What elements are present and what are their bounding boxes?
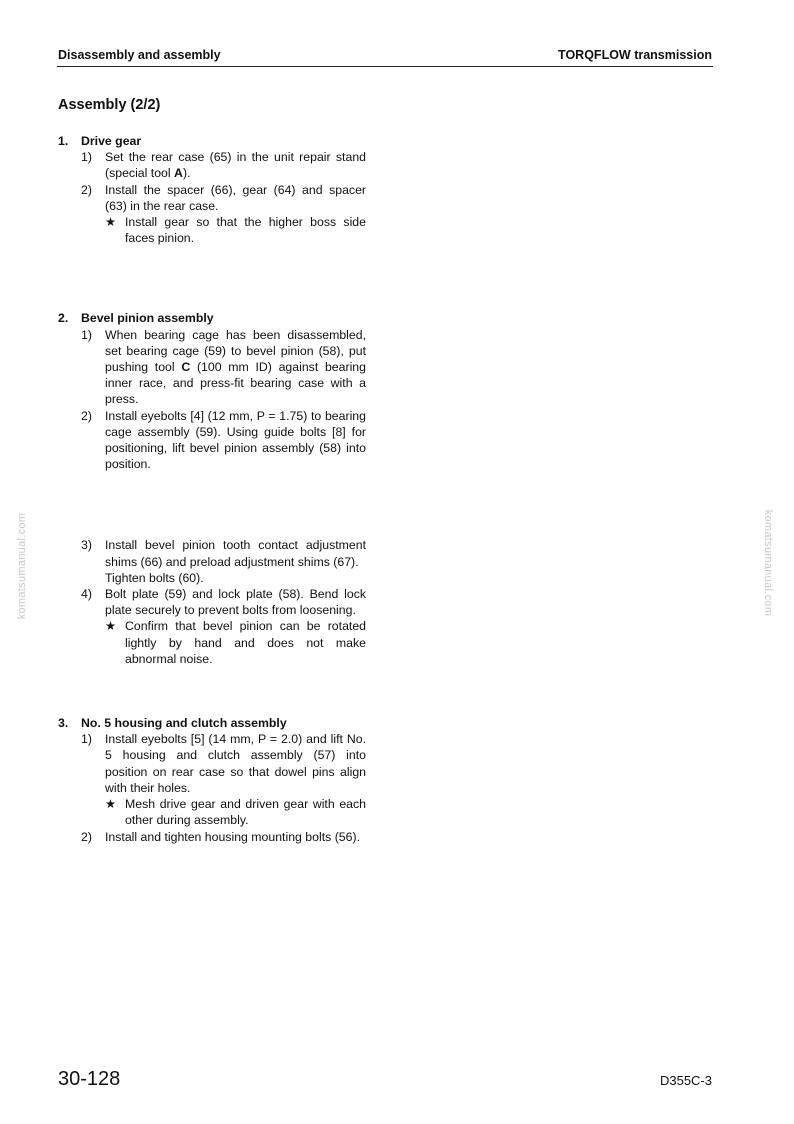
item-number: 1. xyxy=(58,134,69,148)
note xyxy=(58,214,366,246)
step-text: Install eyebolts [5] (14 mm, P = 2.0) and lift No. 5 housing and clutch assembly (57) into position on rear case so that dowel pins align with their holes. xyxy=(105,732,366,795)
step xyxy=(58,731,366,796)
note xyxy=(58,796,366,828)
step-number: 2) xyxy=(81,829,92,844)
item-title: Drive gear xyxy=(81,134,142,148)
procedure-item-drive-gear xyxy=(58,133,366,246)
step-text: Install bevel pinion tooth contact adjustment shims (66) and preload adjustment shims (67). xyxy=(105,538,366,569)
step-number: 2) xyxy=(81,182,92,197)
page-number: 30-128 xyxy=(58,1068,121,1090)
step xyxy=(58,149,366,181)
procedure-content xyxy=(58,133,366,845)
step-number: 4) xyxy=(81,587,92,602)
tool-reference: A xyxy=(174,166,183,181)
step-text: Bolt plate (59) and lock plate (58). Bend lock plate securely to prevent bolts from loosening. xyxy=(105,587,366,618)
step-text: ). xyxy=(182,166,191,181)
procedure-item-no5-housing xyxy=(58,715,366,845)
item-heading xyxy=(58,133,366,149)
note-text: Install gear so that the higher boss side faces pinion. xyxy=(125,215,366,246)
item-heading xyxy=(58,715,366,731)
step-number: 1) xyxy=(81,732,92,747)
item-title: Bevel pinion assembly xyxy=(81,311,214,326)
item-number: 3. xyxy=(58,716,69,731)
step-continuation: Tighten bolts (60). xyxy=(105,570,204,585)
watermark-right: komatsumanual.com xyxy=(762,509,774,617)
step-text: Set the rear case (65) in the unit repair stand (special tool xyxy=(105,150,366,181)
star-icon: ★ xyxy=(105,797,117,812)
watermark-left: komatsumanual.com xyxy=(16,512,28,620)
tool-reference: C xyxy=(181,360,191,375)
note-text: Confirm that bevel pinion can be rotated lightly by hand and does not make abnormal noise. xyxy=(125,619,366,666)
header-section-title: Disassembly and assembly xyxy=(58,48,221,62)
step xyxy=(58,829,366,845)
step xyxy=(58,327,366,408)
step-text: Install eyebolts [4] (12 mm, P = 1.75) to bearing cage assembly (59). Using guide bolts [8] for positioning, lift bevel pinion assembly (58) into position. xyxy=(105,408,366,472)
item-number: 2. xyxy=(58,311,69,326)
step-number: 1) xyxy=(81,150,92,165)
page-title: Assembly (2/2) xyxy=(58,97,161,113)
header-document-title: TORQFLOW transmission xyxy=(558,48,712,62)
item-title: No. 5 housing and clutch assembly xyxy=(81,716,287,731)
model-code: D355C-3 xyxy=(659,1073,712,1088)
step-text: (100 mm ID) against bearing inner race, and press-fit bearing case with a press. xyxy=(105,360,366,407)
step xyxy=(58,586,366,618)
step-number: 2) xyxy=(81,408,92,423)
note xyxy=(58,618,366,667)
step-text: When bearing cage has been disassembled, set bearing cage (59) to bevel pinion (58), put pushing tool xyxy=(105,327,366,375)
step-text: Install the spacer (66), gear (64) and spacer (63) in the rear case. xyxy=(105,182,366,213)
step-number: 3) xyxy=(81,538,92,553)
procedure-item-bevel-pinion xyxy=(58,310,366,667)
step xyxy=(58,537,366,569)
step-number: 1) xyxy=(81,327,92,342)
step-text: Install and tighten housing mounting bolts (56). xyxy=(105,829,360,844)
note-text: Mesh drive gear and driven gear with each other during assembly. xyxy=(125,797,366,828)
step xyxy=(58,408,366,473)
step xyxy=(58,182,366,214)
header-rule xyxy=(57,66,713,67)
star-icon: ★ xyxy=(105,619,117,634)
star-icon: ★ xyxy=(105,215,117,230)
item-heading xyxy=(58,310,366,326)
